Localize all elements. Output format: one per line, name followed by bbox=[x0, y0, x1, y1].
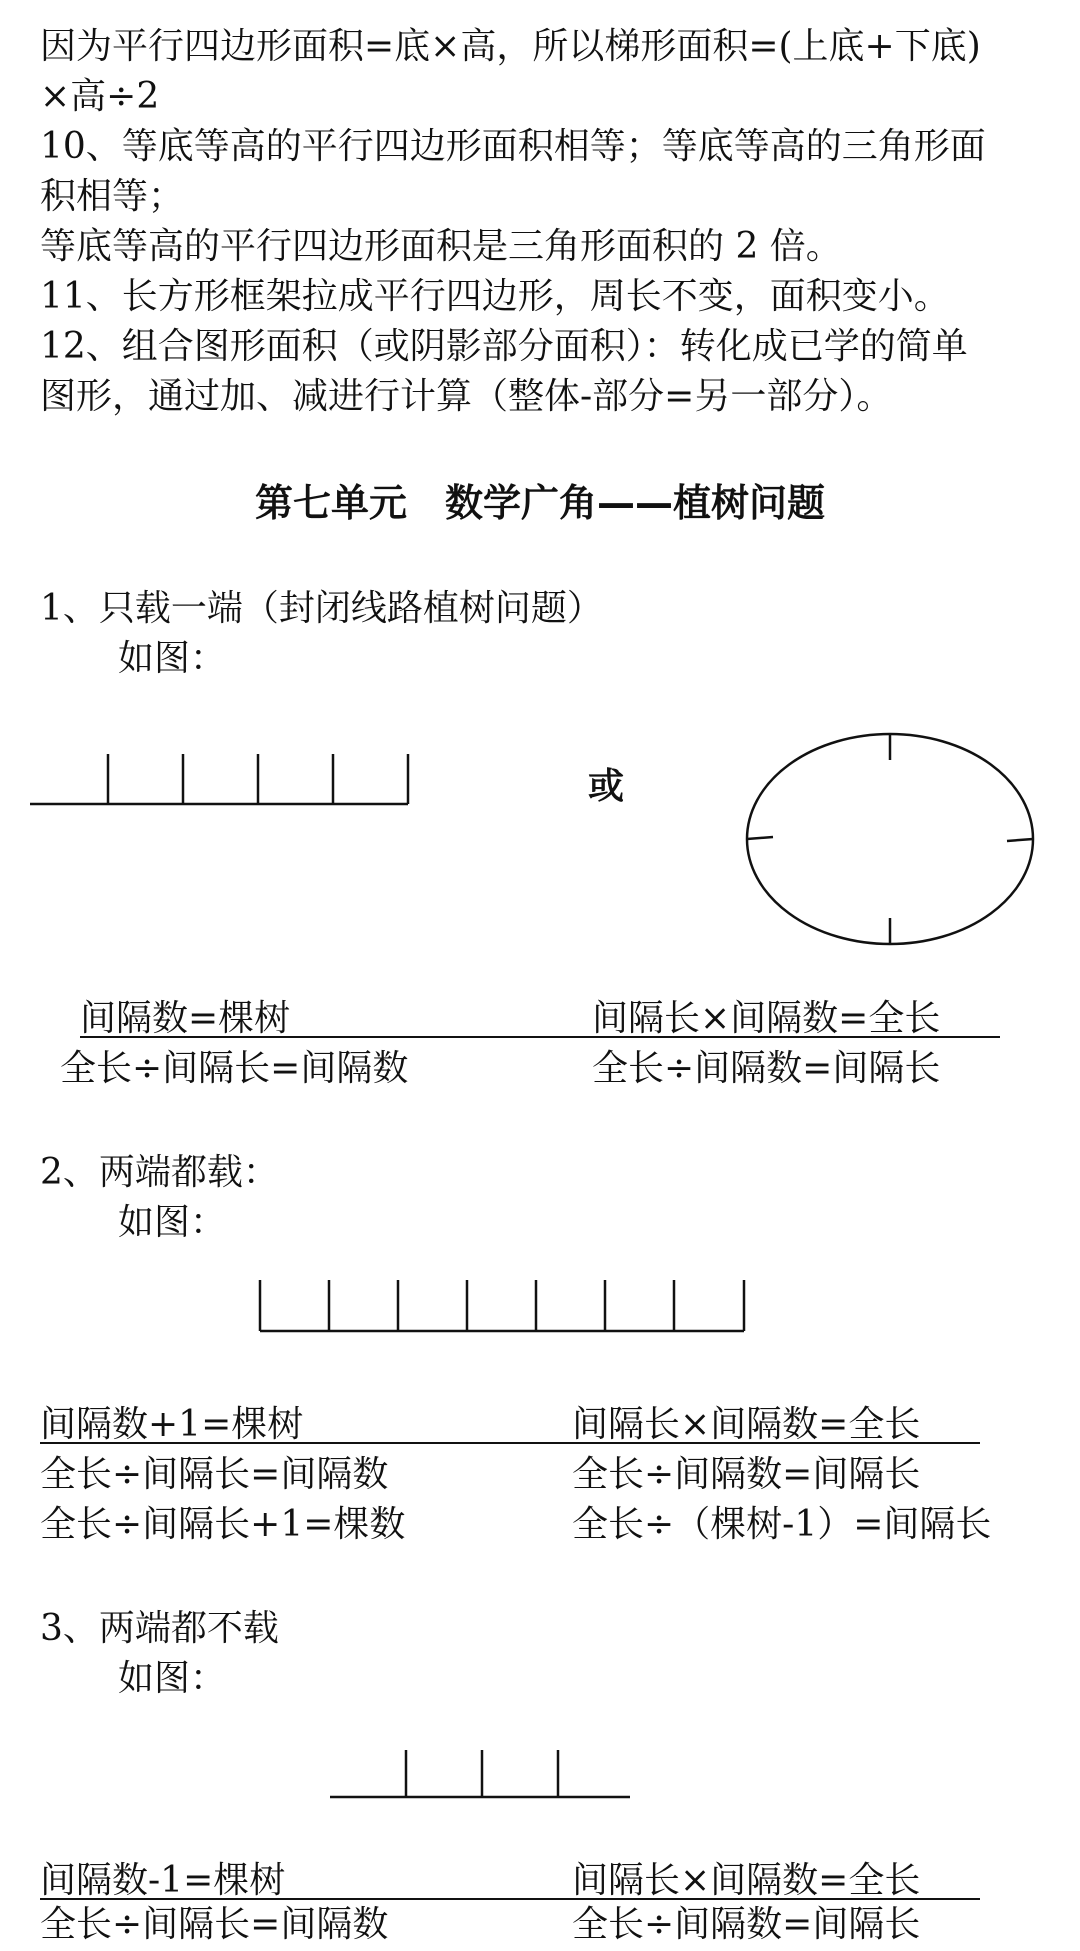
section-2-title: 2、两端都载： bbox=[40, 1152, 279, 1193]
section-3-right-formula: 间隔长×间隔数=全长 bbox=[572, 1860, 921, 1901]
section-1-left-formula: 间隔数=棵树 bbox=[80, 998, 291, 1039]
section-3-left-formula: 全长÷间隔长=间隔数 bbox=[40, 1904, 389, 1945]
section-2-left-formula: 间隔数+1=棵树 bbox=[40, 1404, 304, 1445]
or-label: 或 bbox=[588, 766, 625, 807]
text-line: 因为平行四边形面积=底×高，所以梯形面积=(上底+下底) bbox=[40, 26, 981, 67]
section-1-right-formula: 间隔长×间隔数=全长 bbox=[592, 998, 941, 1039]
text-line: 11、长方形框架拉成平行四边形，周长不变，面积变小。 bbox=[40, 276, 950, 317]
text-line: 10、等底等高的平行四边形面积相等；等底等高的三角形面 bbox=[40, 126, 986, 167]
section-2-right-formula: 间隔长×间隔数=全长 bbox=[572, 1404, 921, 1445]
section-1-open-line-diagram bbox=[30, 752, 410, 812]
section-2-left-formula: 全长÷间隔长+1=棵数 bbox=[40, 1504, 406, 1545]
section-3-figure-label: 如图： bbox=[118, 1658, 227, 1699]
section-2-right-formula: 全长÷间隔数=间隔长 bbox=[572, 1454, 921, 1495]
text-line: 12、组合图形面积（或阴影部分面积）：转化成已学的简单 bbox=[40, 326, 968, 367]
section-1-left-formula: 全长÷间隔长=间隔数 bbox=[60, 1048, 409, 1089]
section-2-line-diagram bbox=[258, 1278, 748, 1338]
section-1-title: 1、只载一端（封闭线路植树问题） bbox=[40, 588, 603, 629]
section-3-left-formula: 间隔数-1=棵树 bbox=[40, 1860, 286, 1901]
section-1-figure-label: 如图： bbox=[118, 638, 227, 679]
unit-title: 第七单元 数学广角——植树问题 bbox=[254, 481, 825, 525]
text-line: 图形，通过加、减进行计算（整体-部分=另一部分）。 bbox=[40, 376, 893, 417]
section-1-closed-loop-diagram bbox=[740, 728, 1040, 950]
text-line: ×高÷2 bbox=[40, 76, 160, 117]
section-2-figure-label: 如图： bbox=[118, 1202, 227, 1243]
text-line: 积相等； bbox=[40, 176, 185, 217]
section-2-left-formula: 全长÷间隔长=间隔数 bbox=[40, 1454, 389, 1495]
section-2-right-formula: 全长÷（棵树-1）=间隔长 bbox=[572, 1504, 992, 1545]
text-line: 等底等高的平行四边形面积是三角形面积的 2 倍。 bbox=[40, 226, 842, 267]
section-3-right-formula: 全长÷间隔数=间隔长 bbox=[572, 1904, 921, 1945]
section-3-title: 3、两端都不载 bbox=[40, 1608, 279, 1649]
section-1-right-formula: 全长÷间隔数=间隔长 bbox=[592, 1048, 941, 1089]
section-3-line-diagram bbox=[330, 1748, 640, 1804]
